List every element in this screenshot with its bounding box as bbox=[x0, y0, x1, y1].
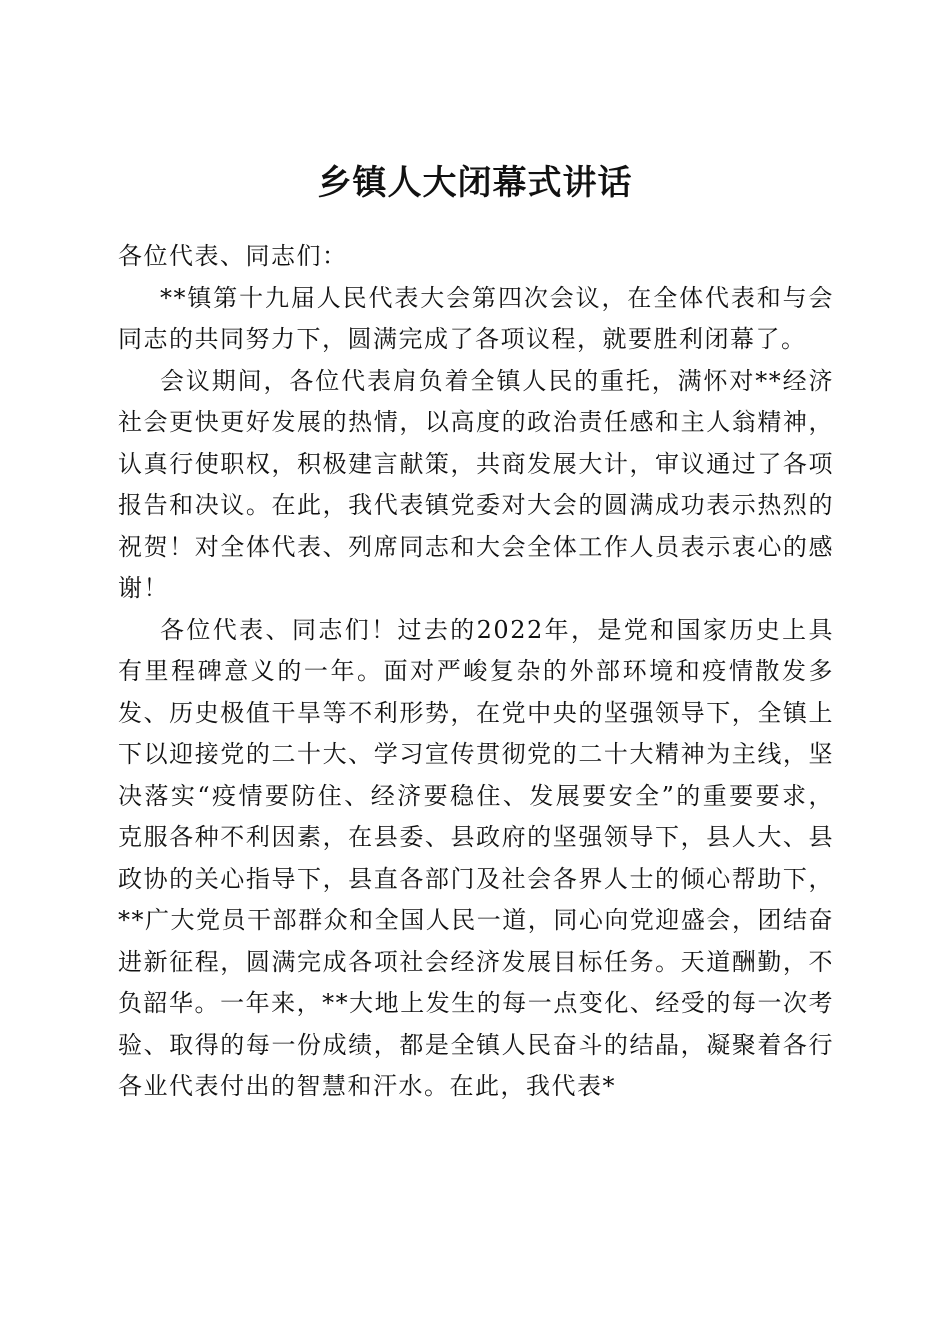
paragraph-year-review: 各位代表、同志们！过去的2022年，是党和国家历史上具有里程碑意义的一年。面对严峻复杂的外部环境和疫情散发多发、历史极值干旱等不利形势，在党中央的坚强领导下，全镇上下以迎接党的二十大、学习宣传贯彻党的二十大精神为主线，坚决落实“疫情要防住、经济要稳住、发展要安全”的重要要求，克服各种不利因素，在县委、县政府的坚强领导下，县人大、县政协的关心指导下，县直各部门及社会各界人士的倾心帮助下，**广大党员干部群众和全国人民一道，同心向党迎盛会，团结奋进新征程，圆满完成各项社会经济发展目标任务。天道酬勤，不负韶华。一年来，**大地上发生的每一点变化、经受的每一次考验、取得的每一份成绩，都是全镇人民奋斗的结晶，凝聚着各行各业代表付出的智慧和汗水。在此，我代表* bbox=[118, 615, 834, 1100]
paragraph-meeting-review: 会议期间，各位代表肩负着全镇人民的重托，满怀对**经济社会更快更好发展的热情，以高度的政治责任感和主人翁精神，认真行使职权，积极建言献策，共商发展大计，审议通过了各项报告和决议。在此，我代表镇党委对大会的圆满成功表示热烈的祝贺！对全体代表、列席同志和大会全体工作人员表示衷心的感谢！ bbox=[118, 366, 834, 602]
salutation: 各位代表、同志们： bbox=[118, 242, 348, 270]
paragraph-opening: **镇第十九届人民代表大会第四次会议，在全体代表和与会同志的共同努力下，圆满完成了各项议程，就要胜利闭幕了。 bbox=[118, 283, 834, 353]
document-title: 乡镇人大闭幕式讲话 bbox=[317, 162, 633, 203]
document-body bbox=[118, 236, 834, 1108]
